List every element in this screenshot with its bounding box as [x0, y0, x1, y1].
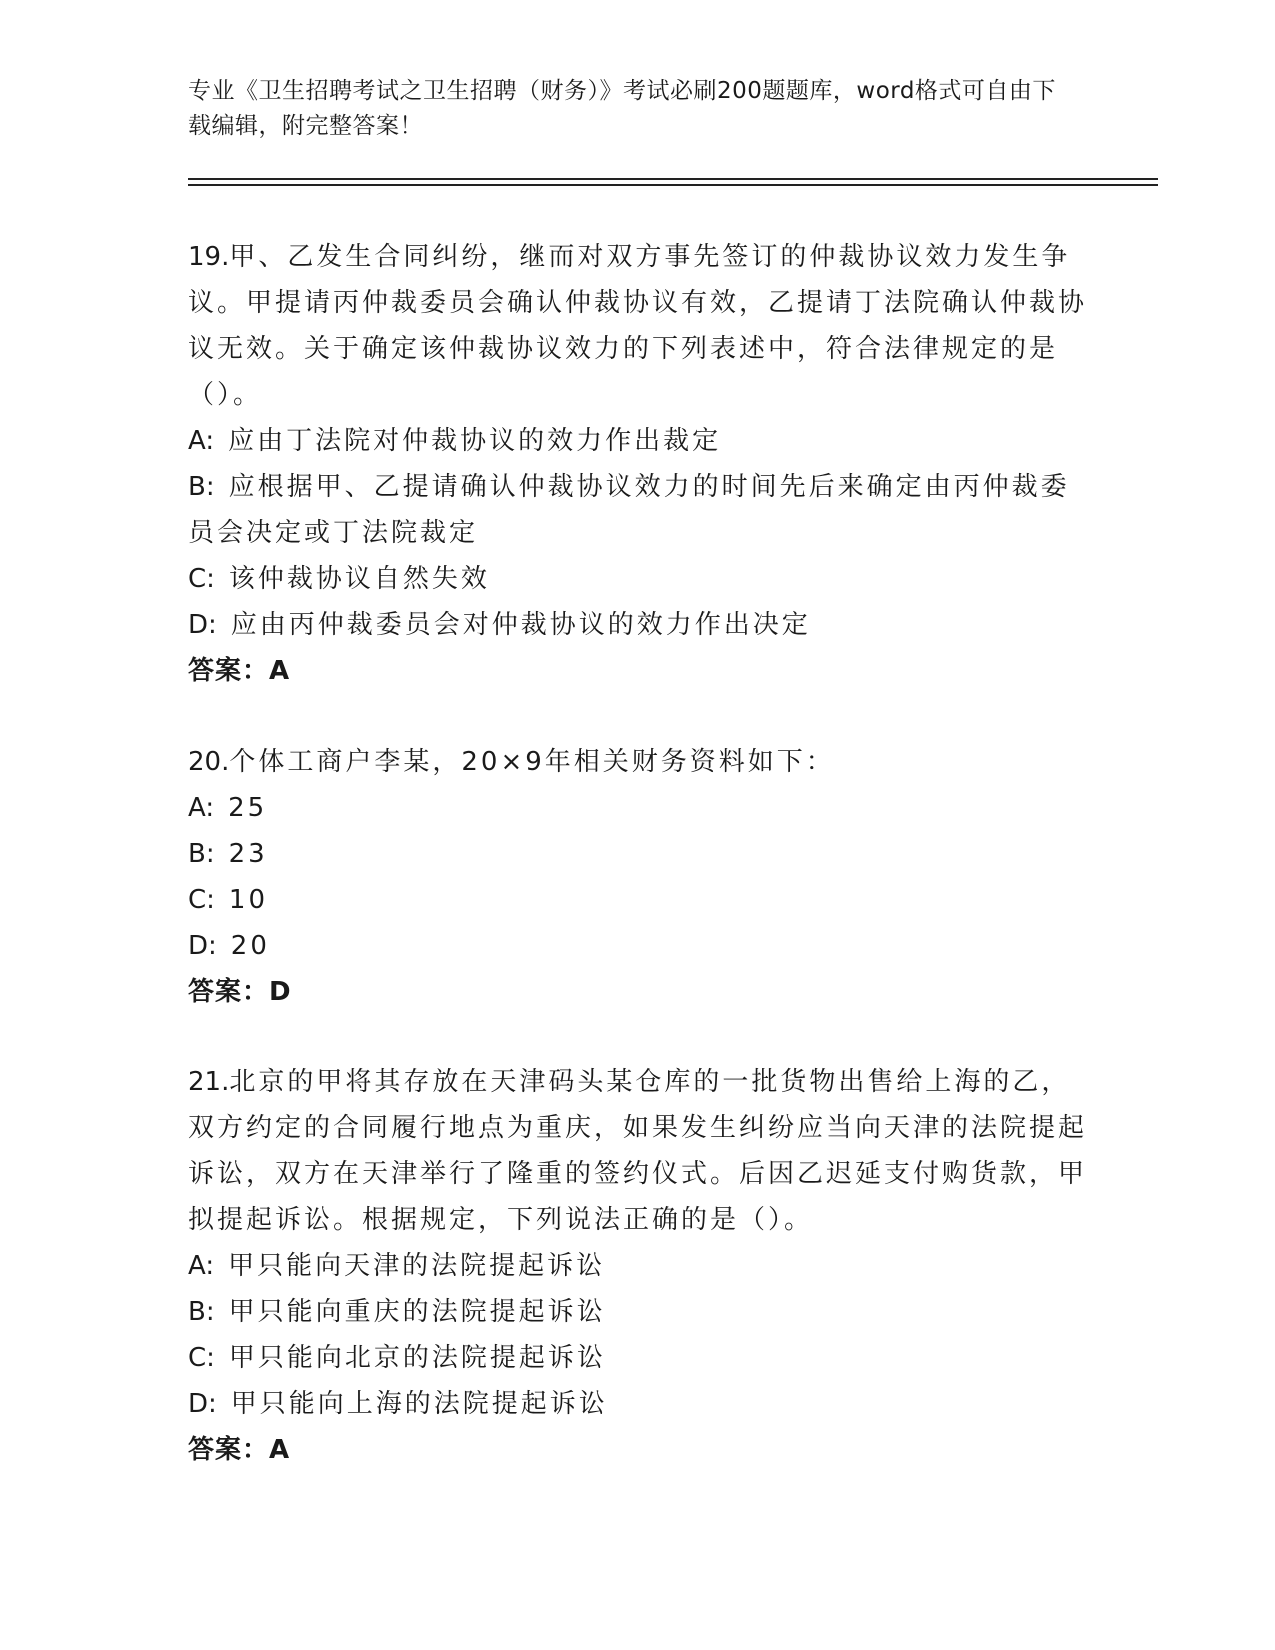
option-text: 甲只能向北京的法院提起诉讼: [228, 1343, 606, 1373]
option-key: D:: [188, 610, 217, 640]
option-b: [188, 831, 1088, 877]
option-text: 应根据甲、乙提请确认仲裁协议效力的时间先后来确定由丙仲裁委员会决定或丁法院裁定: [188, 472, 1070, 548]
option-text: 20: [230, 931, 270, 961]
answer-line: [188, 1427, 1088, 1473]
option-d: [188, 923, 1088, 969]
option-b: [188, 1289, 1088, 1335]
option-text: 23: [228, 839, 268, 869]
header-divider-bottom: [188, 184, 1158, 186]
answer-value: D: [269, 977, 291, 1007]
option-text: 该仲裁协议自然失效: [228, 564, 490, 594]
question-stem: [188, 1059, 1088, 1243]
question-number: 20.: [188, 747, 230, 777]
answer-value: A: [269, 656, 290, 686]
question-stem: [188, 234, 1088, 418]
option-a: [188, 785, 1088, 831]
option-key: B:: [188, 839, 215, 869]
question-19: [188, 234, 1088, 694]
question-text: 甲、乙发生合同纠纷，继而对双方事先签订的仲裁协议效力发生争议。甲提请丙仲裁委员会确认仲裁协议有效，乙提请丁法院确认仲裁协议无效。关于确定该仲裁协议效力的下列表述中，符合法律规定的是（）。: [188, 242, 1088, 410]
answer-line: [188, 648, 1088, 694]
option-d: [188, 1381, 1088, 1427]
option-key: D:: [188, 931, 217, 961]
option-key: C:: [188, 885, 215, 915]
option-key: B:: [188, 472, 215, 502]
option-text: 25: [228, 793, 268, 823]
question-stem: [188, 739, 1088, 785]
question-number: 21.: [188, 1067, 230, 1097]
option-text: 甲只能向天津的法院提起诉讼: [228, 1251, 606, 1281]
answer-value: A: [269, 1435, 290, 1465]
option-key: A:: [188, 426, 215, 456]
option-key: C:: [188, 564, 215, 594]
answer-line: [188, 969, 1088, 1015]
option-text: 甲只能向上海的法院提起诉讼: [230, 1389, 608, 1419]
option-text: 应由丙仲裁委员会对仲裁协议的效力作出决定: [230, 610, 811, 640]
option-c: [188, 556, 1088, 602]
option-text: 应由丁法院对仲裁协议的效力作出裁定: [228, 426, 722, 456]
option-d: [188, 602, 1088, 648]
question-20: [188, 739, 1088, 1015]
option-a: [188, 1243, 1088, 1289]
option-text: 10: [228, 885, 269, 915]
answer-label: 答案：: [188, 1435, 270, 1465]
option-key: C:: [188, 1343, 215, 1373]
option-key: A:: [188, 1251, 215, 1281]
option-text: 甲只能向重庆的法院提起诉讼: [228, 1297, 606, 1327]
question-text: 个体工商户李某，20×9年相关财务资料如下：: [229, 747, 835, 777]
question-text: 北京的甲将其存放在天津码头某仓库的一批货物出售给上海的乙，双方约定的合同履行地点为重庆，如果发生纠纷应当向天津的法院提起诉讼，双方在天津举行了隆重的签约仪式。后因乙迟延支付购货款，甲拟提起诉讼。根据规定，下列说法正确的是（）。: [188, 1067, 1088, 1235]
document-header: [188, 74, 1068, 144]
answer-label: 答案：: [188, 977, 270, 1007]
question-number: 19.: [188, 242, 230, 272]
option-key: A:: [188, 793, 215, 823]
header-divider-top: [188, 178, 1158, 180]
option-key: B:: [188, 1297, 215, 1327]
option-key: D:: [188, 1389, 217, 1419]
question-21: [188, 1059, 1088, 1473]
option-c: [188, 1335, 1088, 1381]
header-title: 专业《卫生招聘考试之卫生招聘（财务）》考试必刷200题题库，word格式可自由下载编辑，附完整答案！: [188, 78, 1056, 139]
option-c: [188, 877, 1088, 923]
option-a: [188, 418, 1088, 464]
option-b: [188, 464, 1088, 556]
answer-label: 答案：: [188, 656, 270, 686]
